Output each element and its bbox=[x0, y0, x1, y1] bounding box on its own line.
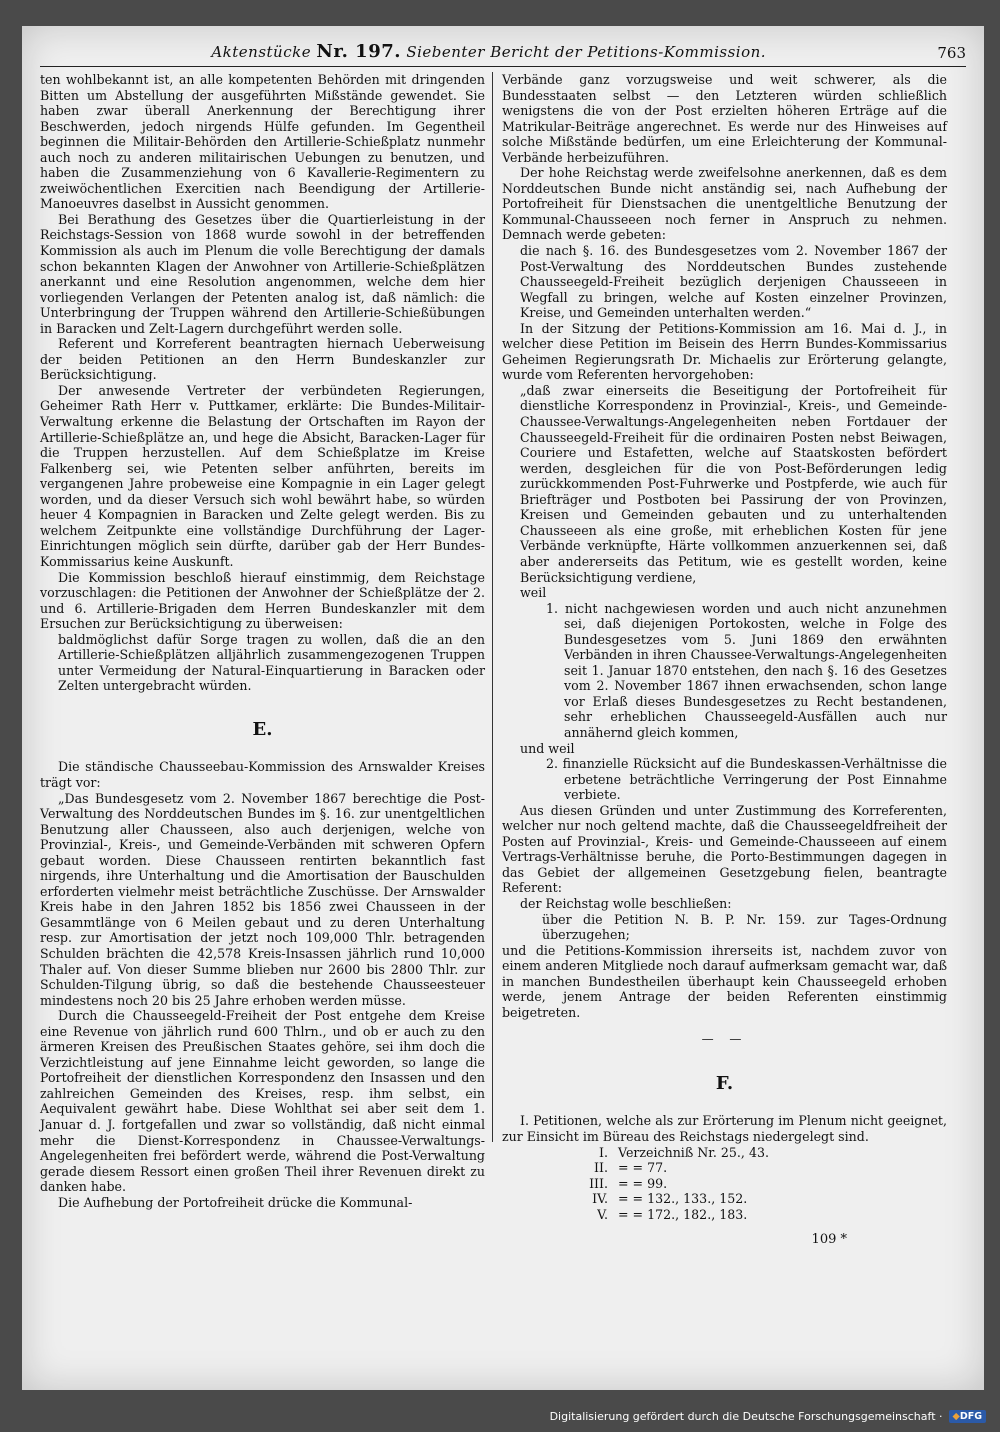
paragraph: Aus diesen Gründen und unter Zustimmung des Korreferenten, welcher nur noch geltend machte, daß die Chausseegeldfreiheit der Posten auf Provinzial-, Kreis- und Gemeinde-Chausseeen auf einem Vertrags-Verhältnisse beruhe, die Porto-Bestimmungen dagegen in das Gebiet der allgemeinen Gesetzgebung fielen, beantragte Referent: bbox=[502, 802, 947, 896]
petition-index-list bbox=[502, 1145, 947, 1223]
separator-rule: — — bbox=[701, 1032, 748, 1047]
section-heading-f: F. bbox=[715, 1072, 734, 1094]
running-title bbox=[40, 41, 937, 66]
numbered-reason: 2. finanzielle Rücksicht auf die Bundeskassen-Verhältnisse die erbetene beträchtliche Verringerung der Post Einnahme verbiete. bbox=[546, 756, 947, 803]
roman-numeral: I. bbox=[599, 1144, 608, 1160]
paragraph: „Das Bundesgesetz vom 2. November 1867 berechtige die Post-Verwaltung des Norddeutschen Bundes im §. 16. zur unentgeltlichen Benutzung aller Chausseen, also auch derjenigen, welche von Provinzial-, Kreis-, und Gemeinde-Verbänden mit schweren Opfern gebaut worden. Diese Chausseen rentirten bekanntlich fast nirgends, ihre Unterhaltung und die Amortisation der Bauschulden erforderten vielmehr meist beträchtliche Zuschüsse. Der Arnswalder Kreis habe in den Jahren 1852 bis 1856 zwei Chausseen in der Gesammtlänge von 6 Meilen gebaut und zu deren Unterhaltung resp. zur Amortisation der jetzt noch 109,000 Thlr. betragenden Schulden brächten die 42,578 Kreis-Insassen jährlich rund 10,000 Thaler auf. Von dieser Summe blieben nur 2600 bis 2800 Thlr. zur Schulden-Tilgung übrig, so daß die bestehende Chausseesteuer mindestens noch 20 bis 25 Jahre erhoben werden müsse. bbox=[40, 790, 485, 1008]
list-item bbox=[572, 1145, 947, 1161]
list-text: = = 132., 133., 152. bbox=[618, 1191, 748, 1207]
section-heading-e: E. bbox=[252, 718, 273, 740]
list-item bbox=[572, 1176, 947, 1192]
paragraph: Der hohe Reichstag werde zweifelsohne anerkennen, daß es dem Norddeutschen Bunde nicht anständig sei, nach Aufhebung der Portofreiheit für Dienstsachen die unentgeltliche Benutzung der Kommunal-Chausseeen noch ferner in Anspruch zu nehmen. Demnach werde gebeten: bbox=[502, 165, 947, 243]
page-header bbox=[40, 36, 966, 67]
motion-line: über die Petition N. B. P. Nr. 159. zur Tages-Ordnung überzugehen; bbox=[542, 911, 947, 943]
page-number: 763 bbox=[937, 44, 966, 62]
list-text: = = 99. bbox=[618, 1175, 668, 1191]
paragraph: Die Aufhebung der Portofreiheit drücke die Kommunal- bbox=[58, 1194, 413, 1210]
paragraph: Durch die Chausseegeld-Freiheit der Post entgehe dem Kreise eine Revenue von jährlich rund 600 Thlrn., und ob er auch zu den ärmeren Kreisen des Preußischen Staates gehöre, sei ihm doch die Verzichtleistung auf jene Einnahme leicht geworden, so lange die Portofreiheit der dienstlichen Korrespondenz den Insassen und den zahlreichen Gemeinden des Kreises, resp. ihm selbst, ein Aequivalent gewährt habe. Diese Wohlthat sei aber seit dem 1. Januar d. J. fortgefallen und zwar so vollständig, daß nicht einmal mehr die Dienst-Korrespondenz in Chaussee-Verwaltungs-Angelegenheiten frei befördert werde, während die Post-Verwaltung gerade diesem Ressort einen großen Theil ihrer Revenuen direkt zu danken habe. bbox=[40, 1008, 485, 1195]
document-page bbox=[22, 26, 984, 1390]
paragraph: In der Sitzung der Petitions-Kommission am 16. Mai d. J., in welcher diese Petition im Beisein des Herrn Bundes-Kommissarius Geheimen Regierungsrath Dr. Michaelis zur Erörterung gelangte, wurde vom Referenten hervorgehoben: bbox=[502, 320, 947, 383]
paragraph: Der anwesende Vertreter der verbündeten Regierungen, Geheimer Rath Herr v. Puttkamer, erklärte: Die Bundes-Militair-Verwaltung erkenne die Belastung der Ortschaften im Rayon der Artillerie-Schießplätze an, und hege die Absicht, Baracken-Lager für die Truppen herzustellen. Auf dem Schießplatze im Kreise Falkenberg sei, wie Petenten selber anführten, bereits im vergangenen Jahre probeweise eine Kompagnie in ein Lager gelegt worden, und da dieser Versuch sich wohl bewährt habe, so würden heuer 4 Kompagnien in Baracken und Zelte gelegt werden. Bis zu welchem Zeitpunkte eine vollständige Durchführung der Lager-Einrichtungen möglich sein dürfte, darüber gab der Herr Bundes-Kommissarius keine Auskunft. bbox=[40, 382, 485, 569]
roman-numeral: III. bbox=[589, 1175, 608, 1191]
signature-mark: 109 * bbox=[811, 1232, 847, 1248]
list-text: Verzeichniß Nr. 25., 43. bbox=[618, 1144, 769, 1160]
dfg-logo: ◆ DFG bbox=[949, 1410, 987, 1423]
list-item bbox=[572, 1160, 947, 1176]
list-item bbox=[572, 1207, 947, 1223]
paragraph: Die ständische Chausseebau-Kommission des Arnswalder Kreises trägt vor: bbox=[40, 759, 485, 790]
footer-bar bbox=[0, 1406, 1000, 1426]
paragraph: Referent und Korreferent beantragten hiernach Ueberweisung der beiden Petitionen an den Herrn Bundeskanzler zur Berücksichtigung. bbox=[40, 336, 485, 383]
paragraph: Die Kommission beschloß hierauf einstimmig, dem Reichstage vorzuschlagen: die Petitionen der Anwohner der Schießplätze der 2. und 6. Artillerie-Brigaden dem Herren Bundeskanzler mit dem Ersuchen zur Berücksichtigung zu überweisen: bbox=[40, 569, 485, 632]
left-column bbox=[40, 72, 485, 1210]
list-item bbox=[572, 1191, 947, 1207]
conjunction: weil bbox=[520, 585, 547, 601]
roman-numeral: V. bbox=[597, 1206, 608, 1222]
roman-numeral: II. bbox=[594, 1160, 608, 1176]
paragraph: I. Petitionen, welche als zur Erörterung im Plenum nicht geeignet, zur Einsicht im Büreau des Reichstags niedergelegt sind. bbox=[502, 1113, 947, 1144]
quoted-motion: baldmöglichst dafür Sorge tragen zu wollen, daß die an den Artillerie-Schießplätzen alljährlich zusammengezogenen Truppen unter Vermeidung der Natural-Einquartierung in Baracken oder Zelten untergebracht würden. bbox=[58, 631, 485, 694]
header-document-number: Nr. 197. bbox=[316, 41, 402, 62]
right-column bbox=[502, 72, 947, 1248]
paragraph: Verbände ganz vorzugsweise und weit schwerer, als die Bundesstaaten selbst — den Letzteren würden schließlich wenigstens die von der Post erzielten höheren Erträge auf die Matrikular-Beiträge angerechnet. Es werde nur des Hinweises auf solche Mißstände bedürfen, um eine Erleichterung der Kommunal-Verbände herbeizuführen. bbox=[502, 72, 947, 165]
paragraph: und die Petitions-Kommission ihrerseits ist, nachdem zuvor von einem anderen Mitgliede noch darauf aufmerksam gemacht war, daß in manchen Bundestheilen überhaupt kein Chausseegeld erhoben werde, jenem Antrage der beiden Referenten einstimmig beigetreten. bbox=[502, 942, 947, 1020]
header-suffix: Siebenter Bericht der Petitions-Kommission. bbox=[406, 43, 767, 61]
list-text: = = 172., 182., 183. bbox=[618, 1206, 748, 1222]
funding-notice: Digitalisierung gefördert durch die Deutsche Forschungsgemeinschaft · bbox=[549, 1409, 943, 1423]
list-text: = = 77. bbox=[618, 1160, 668, 1176]
paragraph: Bei Berathung des Gesetzes über die Quartierleistung in der Reichstags-Session von 1868 wurde sowohl in der betreffenden Kommission als auch im Plenum die volle Berechtigung der damals schon bekannten Klagen der Anwohner von Artillerie-Schießplätzen anerkannt und eine Resolution angenommen, welche dem hier vorliegenden Verlangen der Petenten analog ist, daß nämlich: die Unterbringung der Truppen während den Artillerie-Schießübungen in Baracken und Zelt-Lagern durchgeführt werden solle. bbox=[40, 211, 485, 336]
roman-numeral: IV. bbox=[592, 1191, 608, 1207]
quoted-statement: „daß zwar einerseits die Beseitigung der Portofreiheit für dienstliche Korrespondenz in Provinzial-, Kreis-, und Gemeinde-Chaussee-Verwaltungs-Angelegenheiten neben Fortdauer der Chausseegeld-Freiheit für die ordinairen Posten nebst Beiwagen, Couriere und Estafetten, welche auf Staatskosten befördert werden, desgleichen für die von Post-Beförderungen ledig zurückkommenden Post-Fuhrwerke und Postpferde, wie auch für Briefträger und Postboten bei Passirung der von Provinzen, Kreisen und Gemeinden gebauten und zu unterhaltenden Chausseeen als eine große, mit erheblichen Kosten für jene Verbände verknüpfte, Härte vollkommen anzuerkennen sei, daß aber andererseits das Petitum, wie es gestellt worden, keine Berücksichtigung verdiene, bbox=[520, 382, 947, 585]
header-prefix: Aktenstücke bbox=[211, 43, 312, 61]
motion-line: der Reichstag wolle beschließen: bbox=[520, 895, 732, 911]
column-divider bbox=[492, 72, 493, 1142]
paragraph: ten wohlbekannt ist, an alle kompetenten Behörden mit dringenden Bitten um Abstellung der ausgeführten Mißstände gewendet. Sie haben zwar überall Anerkennung der Berechtigung ihrer Beschwerden, jedoch nirgends Hülfe gefunden. Im Gegentheil beginnen die Militair-Behörden den Artillerie-Schießplatz nunmehr auch noch zu anderen militairischen Uebungen zu benutzen, und haben die Zusammenziehung von 6 Kavallerie-Regimentern zu zweiwöchentlichen Exercitien nach Beendigung der Artillerie-Manoeuvres daselbst in Aussicht genommen. bbox=[40, 72, 485, 212]
quoted-request: die nach §. 16. des Bundesgesetzes vom 2. November 1867 der Post-Verwaltung des Norddeutschen Bundes zustehende Chausseegeld-Freiheit bezüglich derjenigen Chausseeen in Wegfall zu bringen, welche auf Kosten einzelner Provinzen, Kreise, und Gemeinden unterhalten werden.“ bbox=[520, 243, 947, 321]
numbered-reason: 1. nicht nachgewiesen worden und auch nicht anzunehmen sei, daß diejenigen Portokosten, welche in Folge des Bundesgesetzes vom 5. Juni 1869 den erwähnten Verbänden in ihren Chaussee-Verwaltungs-Angelegenheiten seit 1. Januar 1870 entstehen, den nach §. 16 des Gesetzes vom 2. November 1867 ihnen erwachsenden, schon lange vor Erlaß dieses Bundesgesetzes zu Recht bestandenen, sehr erheblichen Chausseegeld-Ausfällen auch nur annähernd gleich kommen, bbox=[546, 600, 947, 740]
conjunction: und weil bbox=[520, 740, 575, 756]
